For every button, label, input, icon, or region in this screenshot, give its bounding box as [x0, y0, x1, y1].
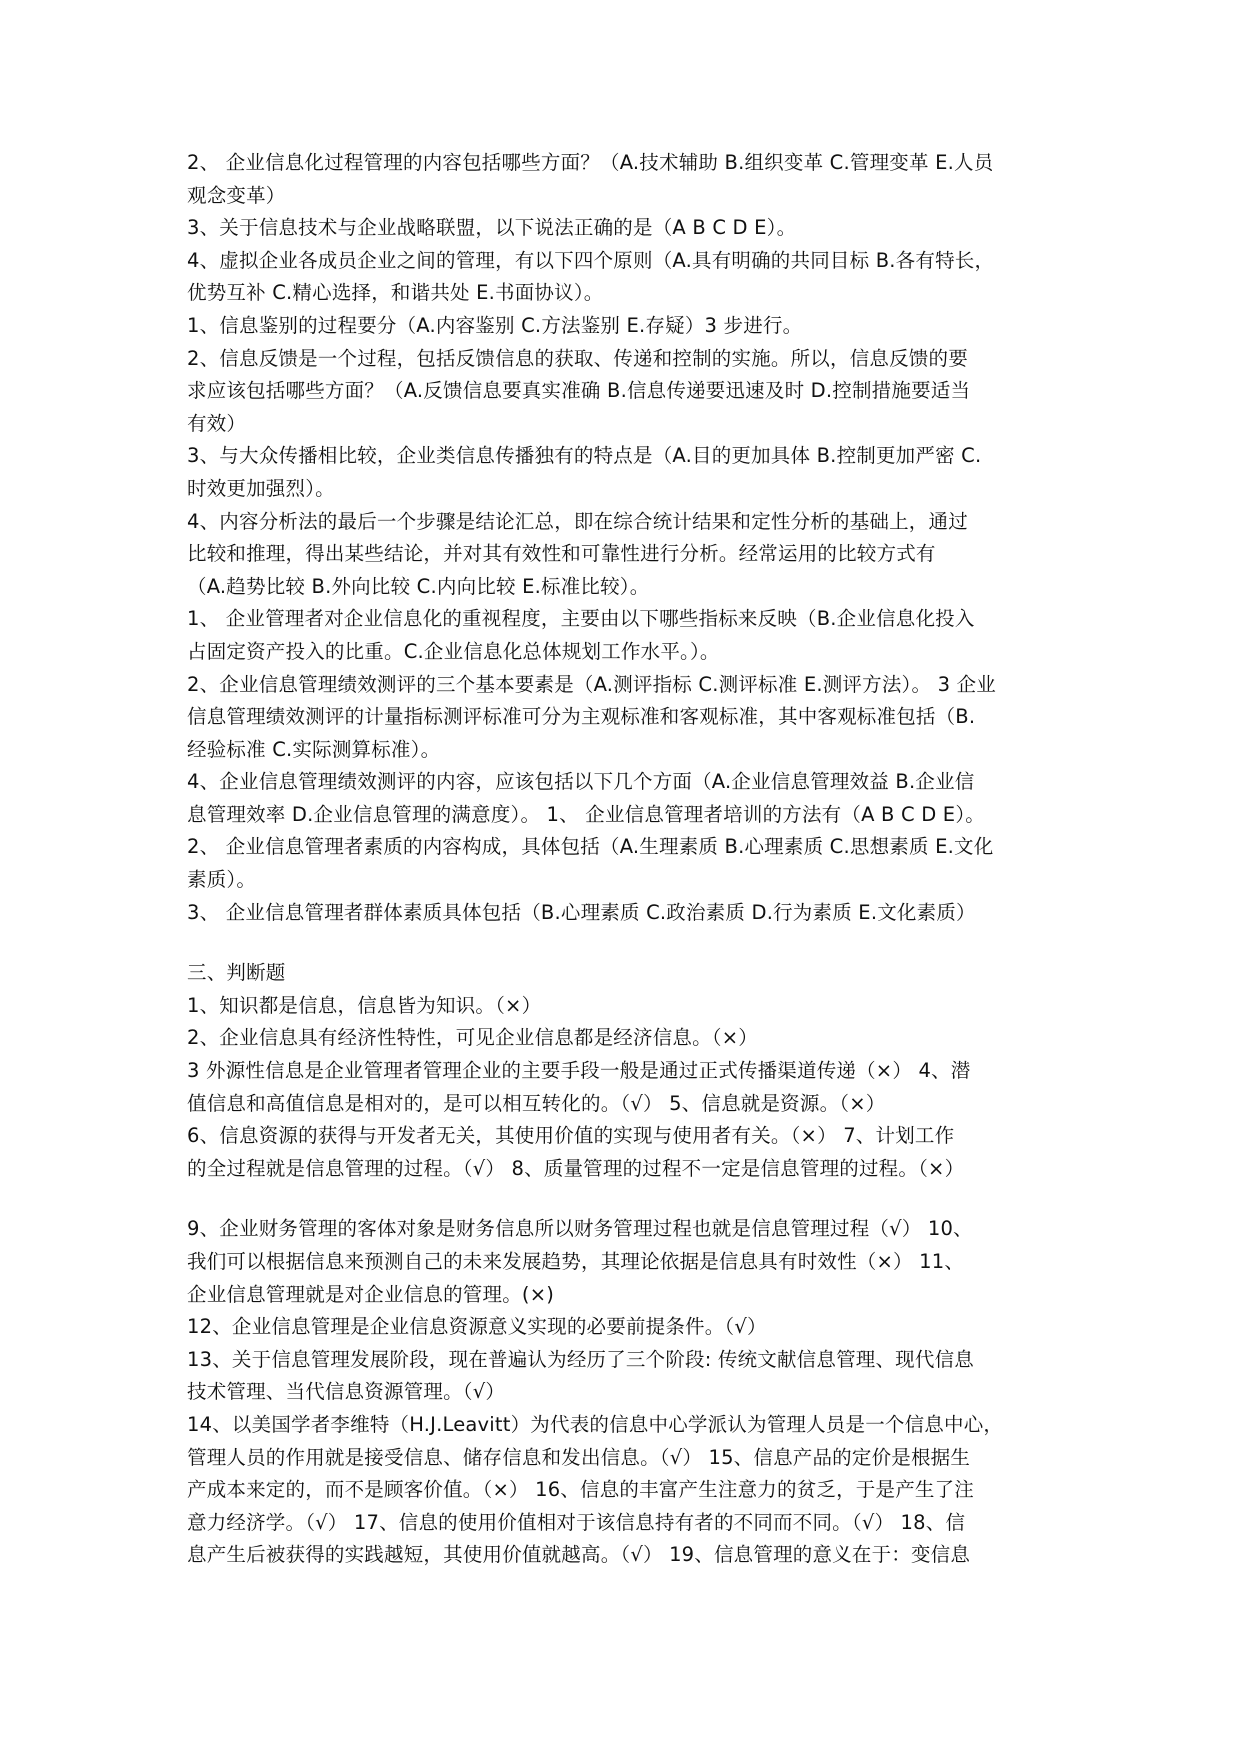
text-line: 4、企业信息管理绩效测评的内容，应该包括以下几个方面（A.企业信息管理效益 B.企业信	[187, 770, 975, 794]
text-line: 息产生后被获得的实践越短，其使用价值就越高。（√） 19、信息管理的意义在于：变信息	[187, 1543, 971, 1567]
text-line: 占固定资产投入的比重。C.企业信息化总体规划工作水平。）。	[187, 639, 720, 663]
text-line: 观念变革）	[187, 183, 286, 207]
text-line: 1、信息鉴别的过程要分（A.内容鉴别 C.方法鉴别 E.存疑）3 步进行。	[187, 313, 803, 337]
text-line: 有效）	[187, 411, 247, 435]
text-line: 2、企业信息管理绩效测评的三个基本要素是（A.测评指标 C.测评标准 E.测评方法）。 3 企业	[187, 672, 996, 696]
text-line: 13、关于信息管理发展阶段，现在普遍认为经历了三个阶段: 传统文献信息管理、现代信息	[187, 1347, 974, 1371]
text-line: 信息管理绩效测评的计量指标测评标准可分为主观标准和客观标准，其中客观标准包括（B.	[187, 705, 976, 729]
text-line: 4、虚拟企业各成员企业之间的管理，有以下四个原则（A.具有明确的共同目标 B.各有特长，	[187, 248, 995, 272]
text-line: 优势互补 C.精心选择，和谐共处 E.书面协议）。	[187, 281, 604, 305]
text-line: 12、企业信息管理是企业信息资源意义实现的必要前提条件。（√）	[187, 1315, 767, 1339]
text-line: 意力经济学。（√） 17、信息的使用价值相对于该信息持有者的不同而不同。（√） 18、信	[187, 1510, 966, 1534]
text-line: 时效更加强烈）。	[187, 476, 335, 500]
text-line: 管理人员的作用就是接受信息、储存信息和发出信息。（√） 15、信息产品的定价是根据生	[187, 1445, 971, 1469]
text-line: 1、知识都是信息，信息皆为知识。（×）	[187, 993, 542, 1017]
text-line: 3 外源性信息是企业管理者管理企业的主要手段一般是通过正式传播渠道传递（×） 4、潜	[187, 1059, 971, 1083]
text-line: 6、信息资源的获得与开发者无关，其使用价值的实现与使用者有关。（×） 7、计划工作	[187, 1124, 955, 1148]
text-line: 技术管理、当代信息资源管理。（√）	[187, 1380, 506, 1404]
text-line: 素质）。	[187, 868, 257, 892]
text-line: 3、 企业信息管理者群体素质具体包括（B.心理素质 C.政治素质 D.行为素质 E.文化素质）	[187, 900, 976, 924]
blank-line	[187, 1185, 1057, 1213]
text-line: 比较和推理，得出某些结论，并对其有效性和可靠性进行分析。经常运用的比较方式有	[187, 542, 936, 566]
blank-line	[187, 929, 1057, 957]
text-line: 14、以美国学者李维特（H.J.Leavitt）为代表的信息中心学派认为管理人员是一个信息中心，	[187, 1412, 1004, 1436]
text-line: 企业信息管理就是对企业信息的管理。(×)	[187, 1282, 555, 1306]
text-line: 息管理效率 D.企业信息管理的满意度）。 1、 企业信息管理者培训的方法有（A B C D E）。	[187, 802, 985, 826]
text-line: 2、 企业信息管理者素质的内容构成，具体包括（A.生理素质 B.心理素质 C.思想素质 E.文化	[187, 835, 994, 859]
text-line: 2、 企业信息化过程管理的内容包括哪些方面？（A.技术辅助 B.组织变革 C.管理变革 E.人员	[187, 151, 994, 174]
text-line: 9、企业财务管理的客体对象是财务信息所以财务管理过程也就是信息管理过程（√） 10、	[187, 1217, 973, 1241]
text-line: 值信息和高值信息是相对的，是可以相互转化的。（√） 5、信息就是资源。（×）	[187, 1091, 886, 1115]
text-line: 产成本来定的，而不是顾客价值。（×） 16、信息的丰富产生注意力的贫乏，于是产生了注	[187, 1478, 975, 1502]
text-line: 求应该包括哪些方面？（A.反馈信息要真实准确 B.信息传递要迅速及时 D.控制措施要适当	[187, 379, 971, 403]
document-page	[187, 147, 1057, 1572]
text-line: 2、信息反馈是一个过程，包括反馈信息的获取、传递和控制的实施。所以，信息反馈的要	[187, 346, 968, 370]
text-line: 3、关于信息技术与企业战略联盟，以下说法正确的是（A B C D E）。	[187, 216, 797, 240]
section-heading: 三、判断题	[187, 961, 286, 985]
text-line: （A.趋势比较 B.外向比较 C.内向比较 E.标准比较）。	[187, 574, 650, 598]
text-line: 2、企业信息具有经济性特性，可见企业信息都是经济信息。（×）	[187, 1026, 758, 1050]
text-line: 4、内容分析法的最后一个步骤是结论汇总，即在综合统计结果和定性分析的基础上，通过	[187, 509, 968, 533]
text-line: 3、与大众传播相比较，企业类信息传播独有的特点是（A.目的更加具体 B.控制更加严密 C.	[187, 444, 982, 468]
text-line: 的全过程就是信息管理的过程。（√） 8、质量管理的过程不一定是信息管理的过程。（×）	[187, 1156, 965, 1180]
text-line: 我们可以根据信息来预测自己的未来发展趋势，其理论依据是信息具有时效性（×） 11、	[187, 1250, 965, 1273]
text-line: 1、 企业管理者对企业信息化的重视程度，主要由以下哪些指标来反映（B.企业信息化投入	[187, 607, 975, 631]
text-line: 经验标准 C.实际测算标准）。	[187, 737, 441, 761]
